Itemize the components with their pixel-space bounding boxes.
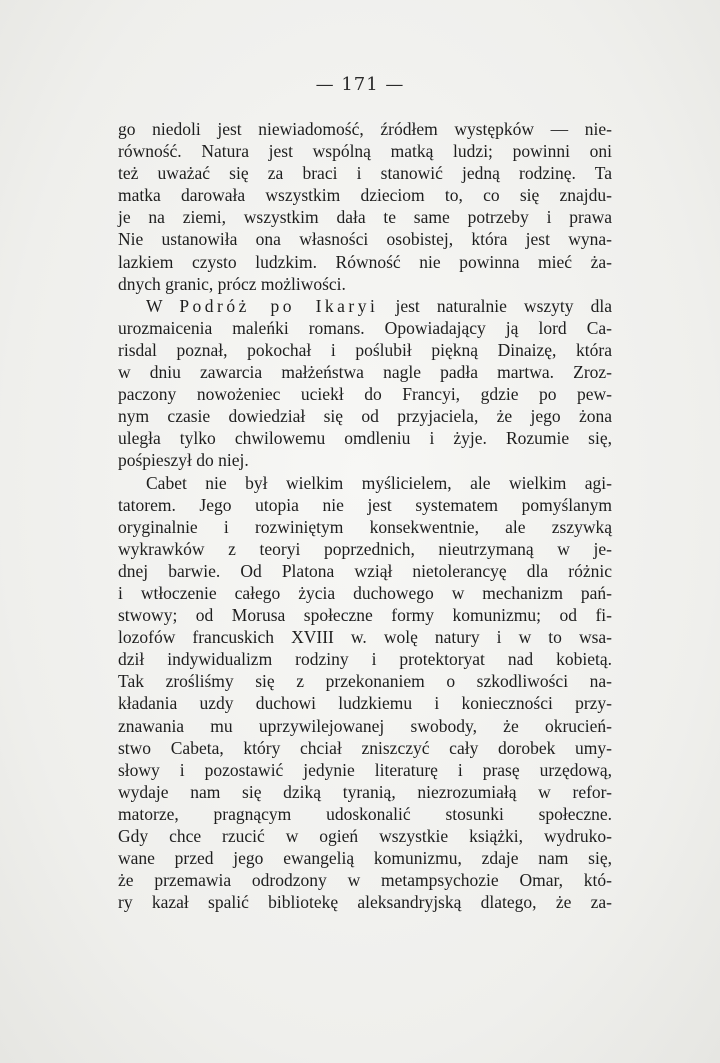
paragraph-1 <box>118 118 612 295</box>
text-line: dził indywidualizm rodziny i protektoryat nad kobietą. <box>118 649 612 670</box>
text-line: matka darowała wszystkim dzieciom to, co się znajdu- <box>118 185 612 206</box>
text-line: matorze, pragnącym udoskonalić stosunki społeczne. <box>118 803 612 824</box>
text-line: Nie ustanowiła ona własności osobistej, która jest wyna- <box>118 229 612 250</box>
text-line: go niedoli jest niewiadomość, źródłem występków — nie- <box>118 119 612 139</box>
text-line: równość. Natura jest wspólną matką ludzi; powinni oni <box>118 141 612 162</box>
text-line: stwo Cabeta, który chciał zniszczyć cały dorobek umy- <box>118 737 612 758</box>
page-number: — 171 — <box>315 74 405 95</box>
text-line: wydaje nam się dziką tyranią, niezrozumiałą w refor- <box>118 781 612 802</box>
text-line: lazkiem czysto ludzkim. Równość nie powinna mieć ża- <box>118 251 612 272</box>
text-line: dnej barwie. Od Platona wziął nietolerancyę dla różnic <box>118 560 612 581</box>
text-line: oryginalnie i rozwiniętym konsekwentnie, ale zszywką <box>118 516 612 537</box>
text-line: nym czasie dowiedział się od przyjaciela, że jego żona <box>118 406 612 427</box>
text-line: wane przed jego ewangelią komunizmu, zdaje nam się, <box>118 848 612 869</box>
text-line: uległa tylko chwilowemu omdleniu i żyje. Rozumie się, <box>118 428 612 449</box>
text-line-lead <box>118 295 612 317</box>
text-line: je na ziemi, wszystkim dała te same potrzeby i prawa <box>118 207 612 228</box>
text-line: urozmaicenia maleńki romans. Opowiadający ją lord Ca- <box>118 317 612 338</box>
paragraph-2 <box>118 295 612 472</box>
text-line: tatorem. Jego utopia nie jest systematem pomyślanym <box>118 494 612 515</box>
text-line: słowy i pozostawić jedynie literaturę i prasę urzędową, <box>118 759 612 780</box>
lead-prefix: W <box>146 295 180 316</box>
text-line: lozofów francuskich XVIII w. wolę natury i w to wsa- <box>118 627 612 648</box>
text-line: wykrawków z teoryi poprzednich, nieutrzymaną w je- <box>118 538 612 559</box>
text-line: że przemawia odrodzony w metampsychozie Omar, któ- <box>118 870 612 891</box>
text-line: Gdy chce rzucić w ogień wszystkie książki, wydruko- <box>118 826 612 846</box>
text-line: risdal poznał, pokochał i poślubił piękną Dinaizę, która <box>118 339 612 360</box>
body-text <box>118 118 612 913</box>
paragraph-3 <box>118 472 612 914</box>
text-line: kładania uzdy duchowi ludzkiemu i konieczności przy- <box>118 693 612 714</box>
text-line: ry kazał spalić bibliotekę aleksandryjską dlatego, że za- <box>118 892 612 913</box>
text-line: Cabet nie był wielkim myślicielem, ale wielkim agi- <box>146 472 612 493</box>
lead-rest: jest naturalnie wszyty dla <box>378 295 612 316</box>
text-line: i wtłoczenie całego życia duchowego w mechanizm pań- <box>118 582 612 603</box>
text-line: też uważać się za braci i stanowić jedną rodzinę. Ta <box>118 163 612 184</box>
text-line: w dniu zawarcia małżeństwa nagle padła martwa. Zroz- <box>118 362 612 383</box>
text-line: stwowy; od Morusa społeczne formy komunizmu; od fi- <box>118 605 612 626</box>
text-line: znawania mu uprzywilejowanej swobody, że okrucień- <box>118 715 612 736</box>
text-line: dnych granic, prócz możliwości. <box>118 273 346 294</box>
text-line: paczony nowożeniec uciekł do Francyi, gdzie po pew- <box>118 384 612 405</box>
text-line: Tak zrośliśmy się z przekonaniem o szkodliwości na- <box>118 671 612 692</box>
book-title-spaced: Podróż po Ikaryi <box>179 295 379 316</box>
text-line: pośpieszył do niej. <box>118 450 249 471</box>
